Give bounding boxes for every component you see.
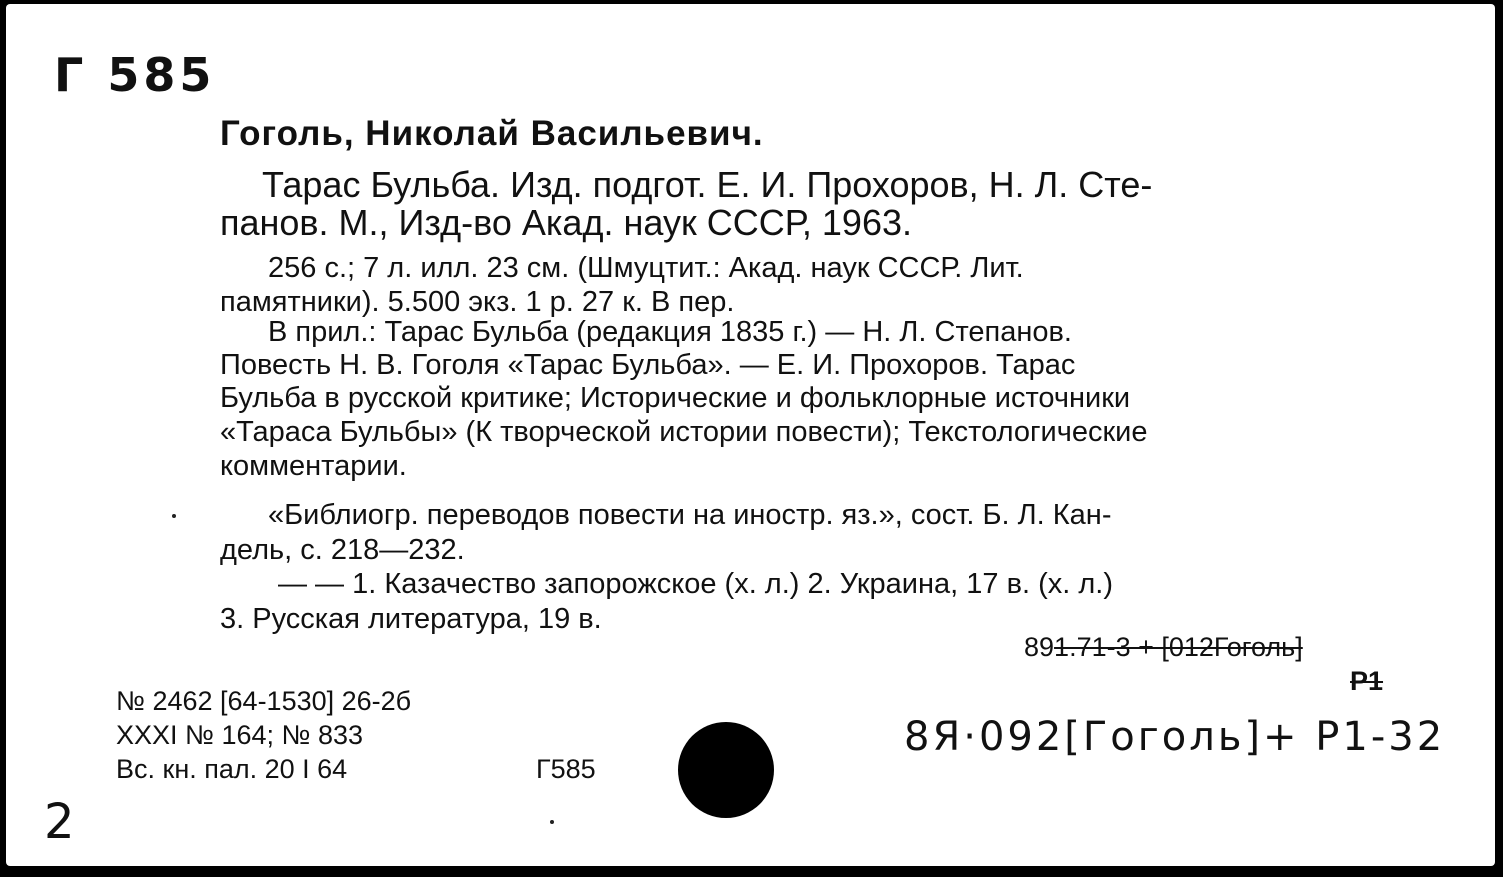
title-line: панов. М., Изд-во Акад. наук СССР, 1963. — [220, 202, 912, 243]
speck — [550, 820, 554, 824]
appendix-note-line: В прил.: Тарас Бульба (редакция 1835 г.) — Н. Л. Степанов. — [268, 316, 1072, 348]
accession-line: Вс. кн. пал. 20 I 64 — [116, 754, 348, 784]
call-number: Г 585 — [54, 48, 216, 102]
classification-correction-mark: Р1 — [1350, 666, 1384, 696]
punch-hole — [678, 722, 774, 818]
subject-headings-line: — — 1. Казачество запорожское (х. л.) 2. Украина, 17 в. (х. л.) — [278, 568, 1114, 600]
appendix-note-line: комментарии. — [220, 450, 407, 482]
bibliography-note-line: «Библиогр. переводов повести на иностр. яз.», сост. Б. Л. Кан- — [268, 499, 1112, 531]
handwritten-classification: 8Я·092[Гоголь]+ Р1-32 — [904, 714, 1446, 760]
bibliography-note-line: дель, с. 218—232. — [220, 534, 465, 566]
author-heading: Гоголь, Николай Васильевич. — [220, 114, 764, 153]
appendix-note-line: Бульба в русской критике; Исторические и фольклорные источники — [220, 382, 1131, 414]
classification-number — [1024, 632, 1303, 663]
classification-struck-text: 1.71-3 + [012Гоголь] — [1054, 632, 1303, 662]
classification-prefix: 89 — [1024, 632, 1055, 662]
handwritten-mark: 2 — [44, 794, 75, 850]
physical-description-line: памятники). 5.500 экз. 1 р. 27 к. В пер. — [220, 286, 735, 318]
speck — [172, 514, 176, 518]
catalog-card — [6, 4, 1495, 866]
accession-line: № 2462 [64-1530] 26-2б — [116, 686, 412, 716]
title-line: Тарас Бульба. Изд. подгот. Е. И. Прохоров, Н. Л. Сте- — [262, 164, 1153, 205]
card-number: Г585 — [536, 754, 596, 784]
accession-line: XXXI № 164; № 833 — [116, 720, 364, 750]
subject-headings-line: 3. Русская литература, 19 в. — [220, 603, 602, 635]
physical-description-line: 256 с.; 7 л. илл. 23 см. (Шмуцтит.: Акад. наук СССР. Лит. — [268, 252, 1024, 284]
appendix-note-line: Повесть Н. В. Гоголя «Тарас Бульба». — Е. И. Прохоров. Тарас — [220, 349, 1076, 381]
appendix-note-line: «Тараса Бульбы» (К творческой истории повести); Текстологические — [220, 416, 1148, 448]
